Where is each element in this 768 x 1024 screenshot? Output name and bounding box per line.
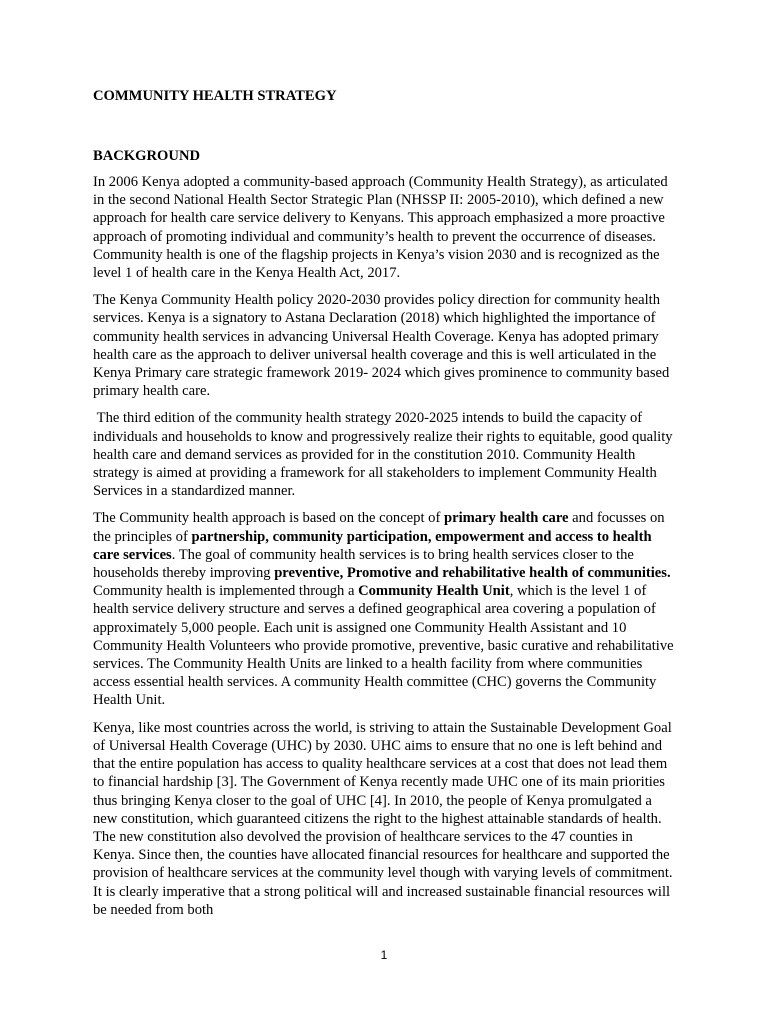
body-paragraph (93, 719, 678, 919)
body-paragraph (93, 291, 678, 400)
body-paragraph (93, 509, 678, 709)
text-run: , which is the level 1 of health service delivery structure and serves a defined geographical area covering a population of approximately 5,000 people. Each unit is assigned one Community Health Assistant and 10 Community Health Volunteers who provide promotive, preventive, basic curative and rehabilitative services. The Community Health Units are linked to a health facility from where communities access essential health services. A community Health committee (CHC) governs the Community Health Unit. (93, 583, 674, 709)
text-run: Kenya, like most countries across the world, is striving to attain the Sustainable Development Goal of Universal Health Coverage (UHC) by 2030. UHC aims to ensure that no one is left behind and that the entire population has access to quality healthcare services at a cost that does not lead them to financial hardship [3]. The Government of Kenya recently made UHC one of its main priorities thus bringing Kenya closer to the goal of UHC [4]. In 2010, the people of Kenya promulgated a new constitution, which guaranteed citizens the right to the highest attainable standards of health. The new constitution also devolved the provision of healthcare services to the 47 counties in Kenya. Since then, the counties have allocated financial resources for healthcare and supported the provision of healthcare services at the community level though with varying levels of commitment. It is clearly imperative that a strong political will and increased sustainable financial resources will be needed from both (93, 719, 673, 918)
bold-text-run: partnership, community participation, empowerment and access to health care services (93, 528, 652, 563)
document-page (93, 86, 678, 928)
text-run: The Kenya Community Health policy 2020-2030 provides policy direction for community health services. Kenya is a signatory to Astana Declaration (2018) which highlighted the importance of community health services in advancing Universal Health Coverage. Kenya has adopted primary health care as the approach to deliver universal health coverage and this is well articulated in the Kenya Primary care strategic framework 2019- 2024 which gives prominence to community based primary health care. (93, 292, 670, 400)
section-heading-background: BACKGROUND (93, 148, 201, 164)
bold-text-run: Community Health Unit (358, 583, 510, 600)
text-run: The third edition of the community health strategy 2020-2025 intends to build the capacity of individuals and households to know and progressively realize their rights to equitable, good quality health care and demand services as provided for in the constitution 2010. Community Health strategy is aimed at providing a framework for all stakeholders to implement Community Health Services in a standardized manner. (93, 410, 673, 500)
text-run: . The goal of community health services is to bring health services closer to the households thereby improving (93, 546, 634, 582)
text-run: The Community health approach is based on the concept of (93, 510, 444, 527)
document-title: COMMUNITY HEALTH STRATEGY (93, 88, 337, 104)
body-paragraphs (93, 173, 678, 919)
text-run: In 2006 Kenya adopted a community-based approach (Community Health Strategy), as articulated in the second National Health Sector Strategic Plan (NHSSP II: 2005-2010), which defined a new approach for health care service delivery to Kenyans. This approach emphasized a more proactive approach of promoting individual and community’s health to prevent the occurrence of diseases. Community health is one of the flagship projects in Kenya’s vision 2030 and is recognized as the level 1 of health care in the Kenya Health Act, 2017. (93, 174, 668, 282)
text-run: Community health is implemented through a (93, 583, 359, 600)
page-number: 1 (380, 948, 388, 962)
body-paragraph (93, 173, 678, 282)
body-paragraph (93, 409, 678, 500)
bold-text-run: preventive, Promotive and rehabilitative health of communities. (274, 565, 671, 582)
bold-text-run: primary health care (443, 510, 569, 527)
text-run: and focusses on the principles of (93, 510, 665, 545)
